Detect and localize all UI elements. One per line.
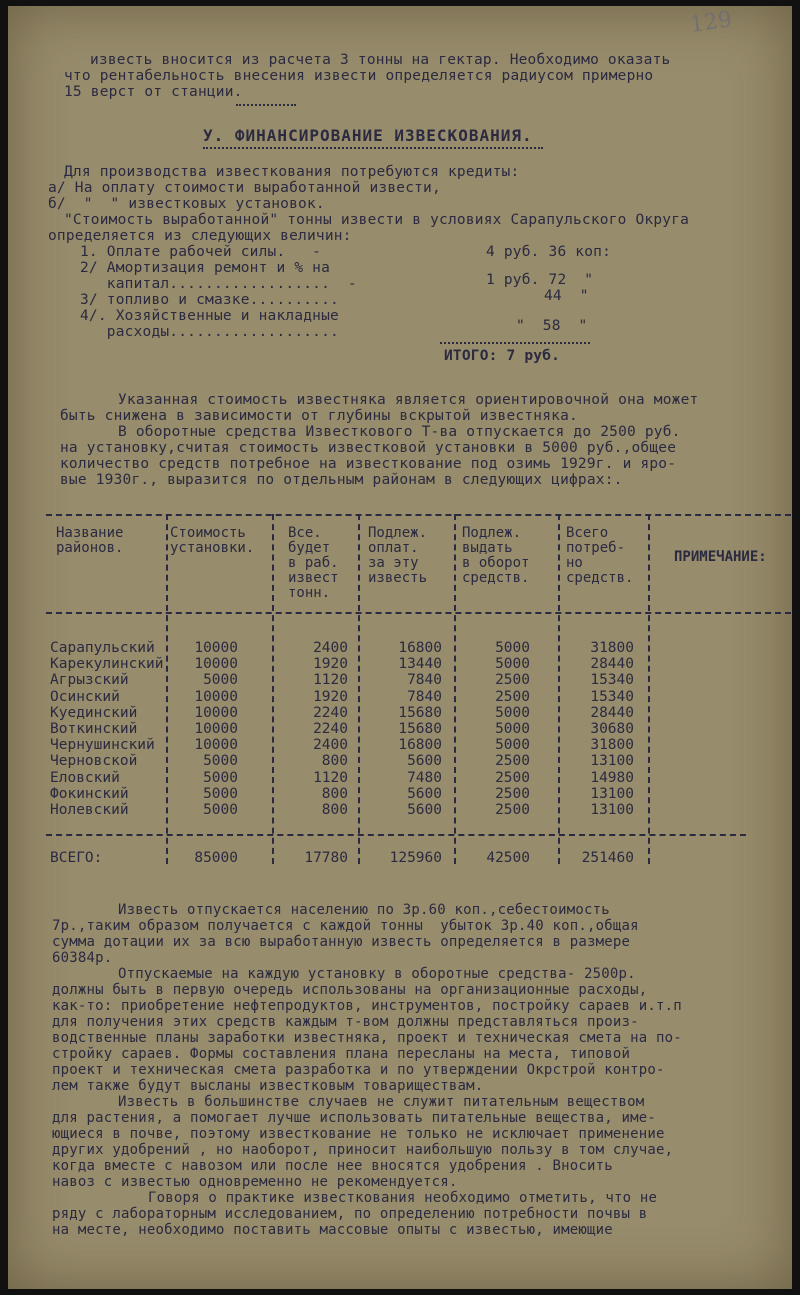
- table-cell-value: 2240: [313, 721, 348, 737]
- table-cell-district: Фокинский: [50, 785, 129, 802]
- cost-item-value: " 58 ": [516, 318, 588, 334]
- text-line: на месте, необходимо поставить массовые опыты с известью, имеющие: [52, 1222, 613, 1238]
- table-cell-value: 15680: [398, 721, 442, 737]
- cost-item-value: 1 руб. 72 ": [486, 272, 594, 288]
- text-line: вые 1930г., выразится по отдельным районам в следующих цифрах:.: [60, 472, 623, 488]
- table-cell-district: Нолевский: [50, 802, 129, 818]
- text-line: ющиеся в почве, поэтому известкование не только не исключает применение: [52, 1126, 665, 1142]
- table-cell-district: Куединский: [50, 704, 138, 721]
- text-line: для растения, а помогает лучше использовать питательные вещества, име-: [52, 1110, 657, 1126]
- table-cell-value: 16800: [398, 737, 442, 754]
- text-line: должны быть в первую очередь использованы на организационные расходы,: [52, 982, 648, 998]
- table-cell-value: 800: [321, 785, 348, 802]
- text-line: а/ На оплату стоимости выработанной извести,: [48, 180, 441, 196]
- text-line: Говоря о практике известкования необходимо отметить, что не: [148, 1190, 658, 1206]
- table-cell-district: Воткинский: [50, 721, 138, 737]
- table-cell-value: 10000: [194, 656, 238, 673]
- text-line: В оборотные средства Известкового Т-ва отпускается до 2500 руб.: [118, 424, 681, 440]
- page-number-handwritten: 129: [688, 7, 734, 38]
- table-cell-value: 10000: [194, 704, 238, 721]
- text-line: 60384р.: [52, 950, 113, 966]
- table-cell-value: 31800: [590, 640, 634, 656]
- table-cell-value: 2500: [495, 785, 530, 802]
- column-header: Подлеж. оплат. за эту известь: [368, 525, 428, 586]
- table-cell-value: 7840: [407, 688, 442, 705]
- table-cell-value: 28440: [590, 656, 634, 673]
- cost-item-value: 44 ": [544, 288, 589, 304]
- district-table: [46, 514, 791, 874]
- table-cell-value: 13100: [590, 753, 634, 770]
- table-column-rule: [648, 514, 650, 864]
- column-header: Все. будет в раб. извест тонн.: [288, 525, 339, 601]
- text-line: что рентабельность внесения извести определяется радиусом примерно: [64, 68, 654, 84]
- text-line: "Стоимость выработанной" тонны извести в условиях Сарапульского Округа: [64, 212, 690, 228]
- table-cell-district: Черновской: [50, 753, 138, 770]
- text-line: навоз с известью одновременно не рекомендуется.: [52, 1174, 458, 1190]
- dotted-rule: [236, 104, 296, 106]
- cost-item-label: 3/ топливо и смазке..........: [80, 292, 339, 308]
- text-line: 15 верст от станции.: [64, 84, 243, 100]
- table-cell-value: 5000: [203, 802, 238, 818]
- text-line: быть снижена в зависимости от глубины вскрытой известняка.: [60, 408, 578, 424]
- table-cell-value: 10000: [194, 721, 238, 737]
- text-line: определяется из следующих величин:: [48, 228, 352, 244]
- text-line: количество средств потребное на известкование под озимь 1929г. и яро-: [60, 456, 677, 472]
- table-cell-value: 14980: [590, 769, 634, 786]
- table-rule: [46, 612, 791, 614]
- table-rule: [46, 834, 746, 836]
- table-cell-value: 800: [321, 802, 348, 818]
- table-cell-value: 2500: [495, 802, 530, 818]
- table-cell-value: 13100: [590, 802, 634, 818]
- table-cell-value: 16800: [398, 640, 442, 656]
- text-line: б/ " " известковых установок.: [48, 196, 325, 212]
- table-column-rule: [358, 514, 360, 864]
- text-line: сумма дотации их за всю выработанную известь определяется в размере: [52, 934, 631, 950]
- text-line: известь вносится из расчета 3 тонны на гектар. Необходимо оказать: [90, 52, 671, 68]
- table-cell-district: Карекулинский: [50, 656, 164, 673]
- text-line: Указанная стоимость известняка является ориентировочной она может: [118, 392, 699, 408]
- text-line: когда вместе с навозом или после нее вносятся удобрения . Вносить: [52, 1158, 613, 1174]
- table-cell-value: 10000: [194, 640, 238, 656]
- text-line: как-то: приобретение нефтепродуктов, инструментов, постройку сараев и.т.п: [52, 998, 682, 1014]
- table-cell-district: Осинский: [50, 688, 120, 705]
- table-cell-value: 42500: [486, 850, 530, 866]
- table-cell-value: 2500: [495, 688, 530, 705]
- column-header-notes: ПРИМЕЧАНИЕ:: [674, 549, 767, 565]
- cost-item-label: капитал.................. -: [80, 276, 357, 292]
- table-cell-value: 125960: [389, 850, 442, 866]
- table-cell-value: 2500: [495, 672, 530, 689]
- table-cell-district: Еловский: [50, 769, 120, 786]
- dotted-rule: [440, 342, 590, 344]
- text-line: других удобрений , но наоборот, приносит наибольшую пользу в том случае,: [52, 1142, 674, 1158]
- text-line: стройку сараев. Формы составления плана пересланы на места, типовой: [52, 1046, 631, 1062]
- table-column-rule: [454, 514, 456, 864]
- text-line: Известь в большинстве случаев не служит питательным веществом: [118, 1094, 645, 1110]
- table-cell-value: 251460: [581, 850, 634, 866]
- table-cell-value: 5600: [407, 785, 442, 802]
- table-cell-value: 2400: [313, 640, 348, 656]
- table-cell-value: 10000: [194, 737, 238, 754]
- table-cell-value: 5600: [407, 753, 442, 770]
- table-cell-value: 5000: [203, 753, 238, 770]
- table-cell-value: 1120: [313, 769, 348, 786]
- table-cell-district: Чернушинский: [50, 737, 155, 754]
- text-line: 7р.,таким образом получается с каждой тонны убыток 3р.40 коп.,общая: [52, 918, 639, 934]
- table-cell-value: 17780: [304, 850, 348, 866]
- table-column-rule: [558, 514, 560, 864]
- table-cell-value: 85000: [194, 850, 238, 866]
- table-cell-value: 5000: [203, 769, 238, 786]
- text-line: Известь отпускается населению по 3р.60 коп.,себестоимость: [118, 902, 610, 918]
- table-cell-value: 5000: [495, 656, 530, 673]
- cost-item-label: расходы...................: [80, 324, 339, 340]
- cost-item-label: 1. Оплате рабочей силы. -: [80, 244, 322, 260]
- table-cell-value: 2500: [495, 769, 530, 786]
- table-cell-value: 15340: [590, 688, 634, 705]
- table-cell-value: 28440: [590, 704, 634, 721]
- table-cell-value: 7480: [407, 769, 442, 786]
- document-page: [8, 6, 792, 1289]
- text-line: лем также будут высланы известковым товариществам.: [52, 1078, 484, 1094]
- table-cell-district: Сарапульский: [50, 640, 155, 656]
- column-header: Подлеж. выдать в оборот средств.: [462, 525, 530, 586]
- table-cell-value: 10000: [194, 688, 238, 705]
- cost-item-label: 2/ Амортизация ремонт и % на: [80, 260, 331, 276]
- table-cell-value: 5600: [407, 802, 442, 818]
- table-cell-district: ВСЕГО:: [50, 850, 103, 866]
- table-column-rule: [166, 514, 168, 864]
- table-cell-value: 30680: [590, 721, 634, 737]
- table-cell-value: 13100: [590, 785, 634, 802]
- table-rule: [46, 514, 791, 516]
- text-line: водственные планы заработки известняка, проект и техническая смета на по-: [52, 1030, 682, 1046]
- cost-item-value: 4 руб. 36 коп:: [486, 244, 612, 260]
- section-title: У. ФИНАНСИРОВАНИЕ ИЗВЕСКОВАНИЯ.: [203, 126, 533, 145]
- column-header: Название районов.: [56, 525, 124, 556]
- table-cell-value: 2500: [495, 753, 530, 770]
- text-line: ряду с лабораторным исследованием, по определению потребности почвы в: [52, 1206, 648, 1222]
- table-cell-value: 5000: [495, 640, 530, 656]
- table-cell-value: 13440: [398, 656, 442, 673]
- table-cell-value: 2400: [313, 737, 348, 754]
- table-cell-value: 15340: [590, 672, 634, 689]
- table-cell-value: 15680: [398, 704, 442, 721]
- cost-item-label: 4/. Хозяйственные и накладные: [80, 308, 339, 324]
- table-cell-value: 5000: [203, 672, 238, 689]
- text-line: на установку,считая стоимость известковой установки в 5000 руб.,общее: [60, 440, 677, 456]
- total-cost: ИТОГО: 7 руб.: [444, 348, 561, 364]
- table-cell-value: 1120: [313, 672, 348, 689]
- text-line: проект и техническая смета разработка и по утверждении Окрстрой контро-: [52, 1062, 665, 1078]
- table-cell-value: 2240: [313, 704, 348, 721]
- table-cell-value: 1920: [313, 656, 348, 673]
- table-cell-district: Агрызский: [50, 672, 129, 689]
- table-cell-value: 5000: [495, 737, 530, 754]
- text-line: для получения этих средств каждым т-вом должны представляться произ-: [52, 1014, 639, 1030]
- table-column-rule: [272, 514, 274, 864]
- table-cell-value: 800: [321, 753, 348, 770]
- table-cell-value: 5000: [495, 721, 530, 737]
- column-header: Всего потреб- но средств.: [566, 525, 634, 586]
- column-header: Стоимость установки.: [170, 525, 255, 556]
- title-underline: [203, 147, 543, 149]
- table-cell-value: 1920: [313, 688, 348, 705]
- text-line: Для производства известкования потребуются кредиты:: [64, 164, 520, 180]
- table-cell-value: 7840: [407, 672, 442, 689]
- text-line: Отпускаемые на каждую установку в оборотные средства- 2500р.: [118, 966, 636, 982]
- table-cell-value: 5000: [203, 785, 238, 802]
- table-cell-value: 31800: [590, 737, 634, 754]
- table-cell-value: 5000: [495, 704, 530, 721]
